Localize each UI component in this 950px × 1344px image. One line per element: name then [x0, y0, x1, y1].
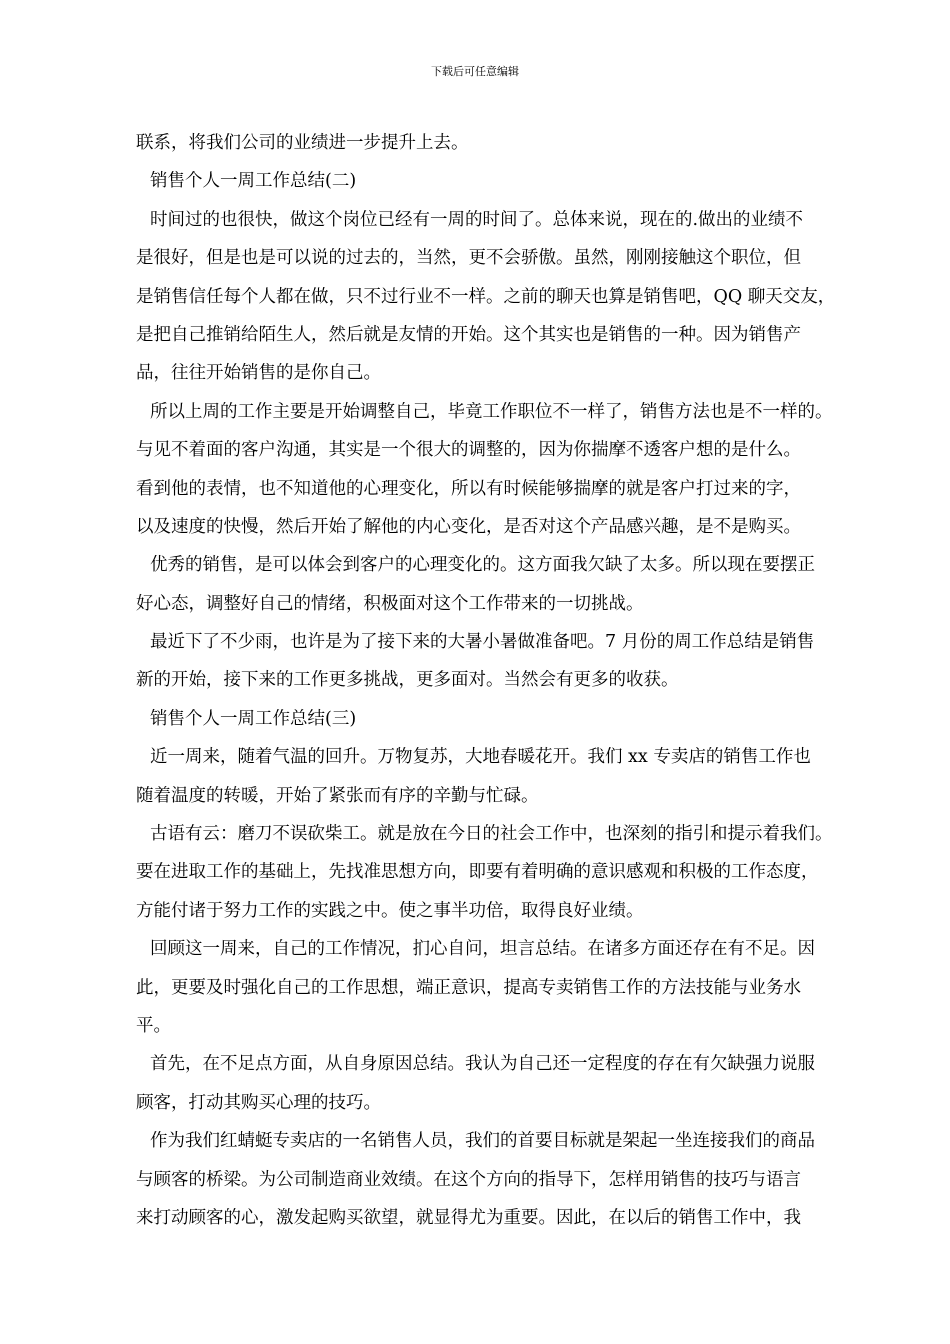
text-line: 平。	[136, 1015, 171, 1036]
text-line: 品，往往开始销售的是你自己。	[136, 363, 381, 384]
text-line: 好心态，调整好自己的情绪，积极面对这个工作带来的一切挑战。	[136, 593, 644, 614]
text-line: 优秀的销售，是可以体会到客户的心理变化的。这方面我欠缺了太多。所以现在要摆正	[150, 555, 815, 576]
text-line: 时间过的也很快，做这个岗位已经有一周的时间了。总体来说，现在的.做出的业绩不	[150, 209, 804, 230]
text-line: 销售个人一周工作总结(三)	[150, 708, 357, 729]
text-line: 此，更要及时强化自己的工作思想，端正意识，提高专卖销售工作的方法技能与业务水	[136, 977, 801, 998]
document-body	[136, 124, 896, 1237]
text-line: 是很好，但是也是可以说的过去的，当然，更不会骄傲。虽然，刚刚接触这个职位，但	[136, 248, 801, 269]
text-line: 看到他的表情，也不知道他的心理变化，所以有时候能够揣摩的就是客户打过来的字，	[136, 478, 801, 499]
text-line: 最近下了不少雨，也许是为了接下来的大暑小暑做准备吧。7 月份的周工作总结是销售	[150, 632, 815, 653]
text-line: 要在进取工作的基础上，先找准思想方向，即要有着明确的意识感观和积极的工作态度，	[136, 862, 819, 883]
text-line: 作为我们红蜻蜓专卖店的一名销售人员，我们的首要目标就是架起一坐连接我们的商品	[150, 1131, 815, 1152]
text-line: 新的开始，接下来的工作更多挑战，更多面对。当然会有更多的收获。	[136, 670, 679, 691]
text-line: 以及速度的快慢，然后开始了解他的内心变化，是否对这个产品感兴趣，是不是购买。	[136, 516, 801, 537]
text-line: 来打动顾客的心，激发起购买欲望，就显得尤为重要。因此，在以后的销售工作中，我	[136, 1207, 801, 1228]
text-line: 联系，将我们公司的业绩进一步提升上去。	[136, 133, 469, 153]
text-line: 是销售信任每个人都在做，只不过行业不一样。之前的聊天也算是销售吧，QQ 聊天交友，	[136, 286, 836, 307]
text-line: 顾客，打动其购买心理的技巧。	[136, 1092, 381, 1113]
text-line: 首先，在不足点方面，从自身原因总结。我认为自己还一定程度的存在有欠缺强力说服	[150, 1054, 815, 1075]
text-line: 是把自己推销给陌生人，然后就是友情的开始。这个其实也是销售的一种。因为销售产	[136, 324, 801, 345]
text-line: 随着温度的转暖，开始了紧张而有序的辛勤与忙碌。	[136, 785, 539, 806]
text-line: 与顾客的桥梁。为公司制造商业效绩。在这个方向的指导下，怎样用销售的技巧与语言	[136, 1169, 801, 1190]
text-line: 与见不着面的客户沟通，其实是一个很大的调整的，因为你揣摩不透客户想的是什么。	[136, 440, 801, 461]
text-line: 所以上周的工作主要是开始调整自己，毕竟工作职位不一样了，销售方法也是不一样的。	[150, 401, 833, 422]
text-line: 销售个人一周工作总结(二)	[150, 171, 357, 192]
text-line: 古语有云：磨刀不误砍柴工。就是放在今日的社会工作中，也深刻的指引和提示着我们。	[150, 824, 833, 845]
text-line: 方能付诸于努力工作的实践之中。使之事半功倍，取得良好业绩。	[136, 900, 644, 921]
text-line: 近一周来，随着气温的回升。万物复苏，大地春暖花开。我们 xx 专卖店的销售工作也	[150, 747, 811, 768]
page-header: 下载后可任意编辑	[431, 65, 519, 78]
text-line: 回顾这一周来，自己的工作情况，扪心自问，坦言总结。在诸多方面还存在有不足。因	[150, 939, 815, 960]
